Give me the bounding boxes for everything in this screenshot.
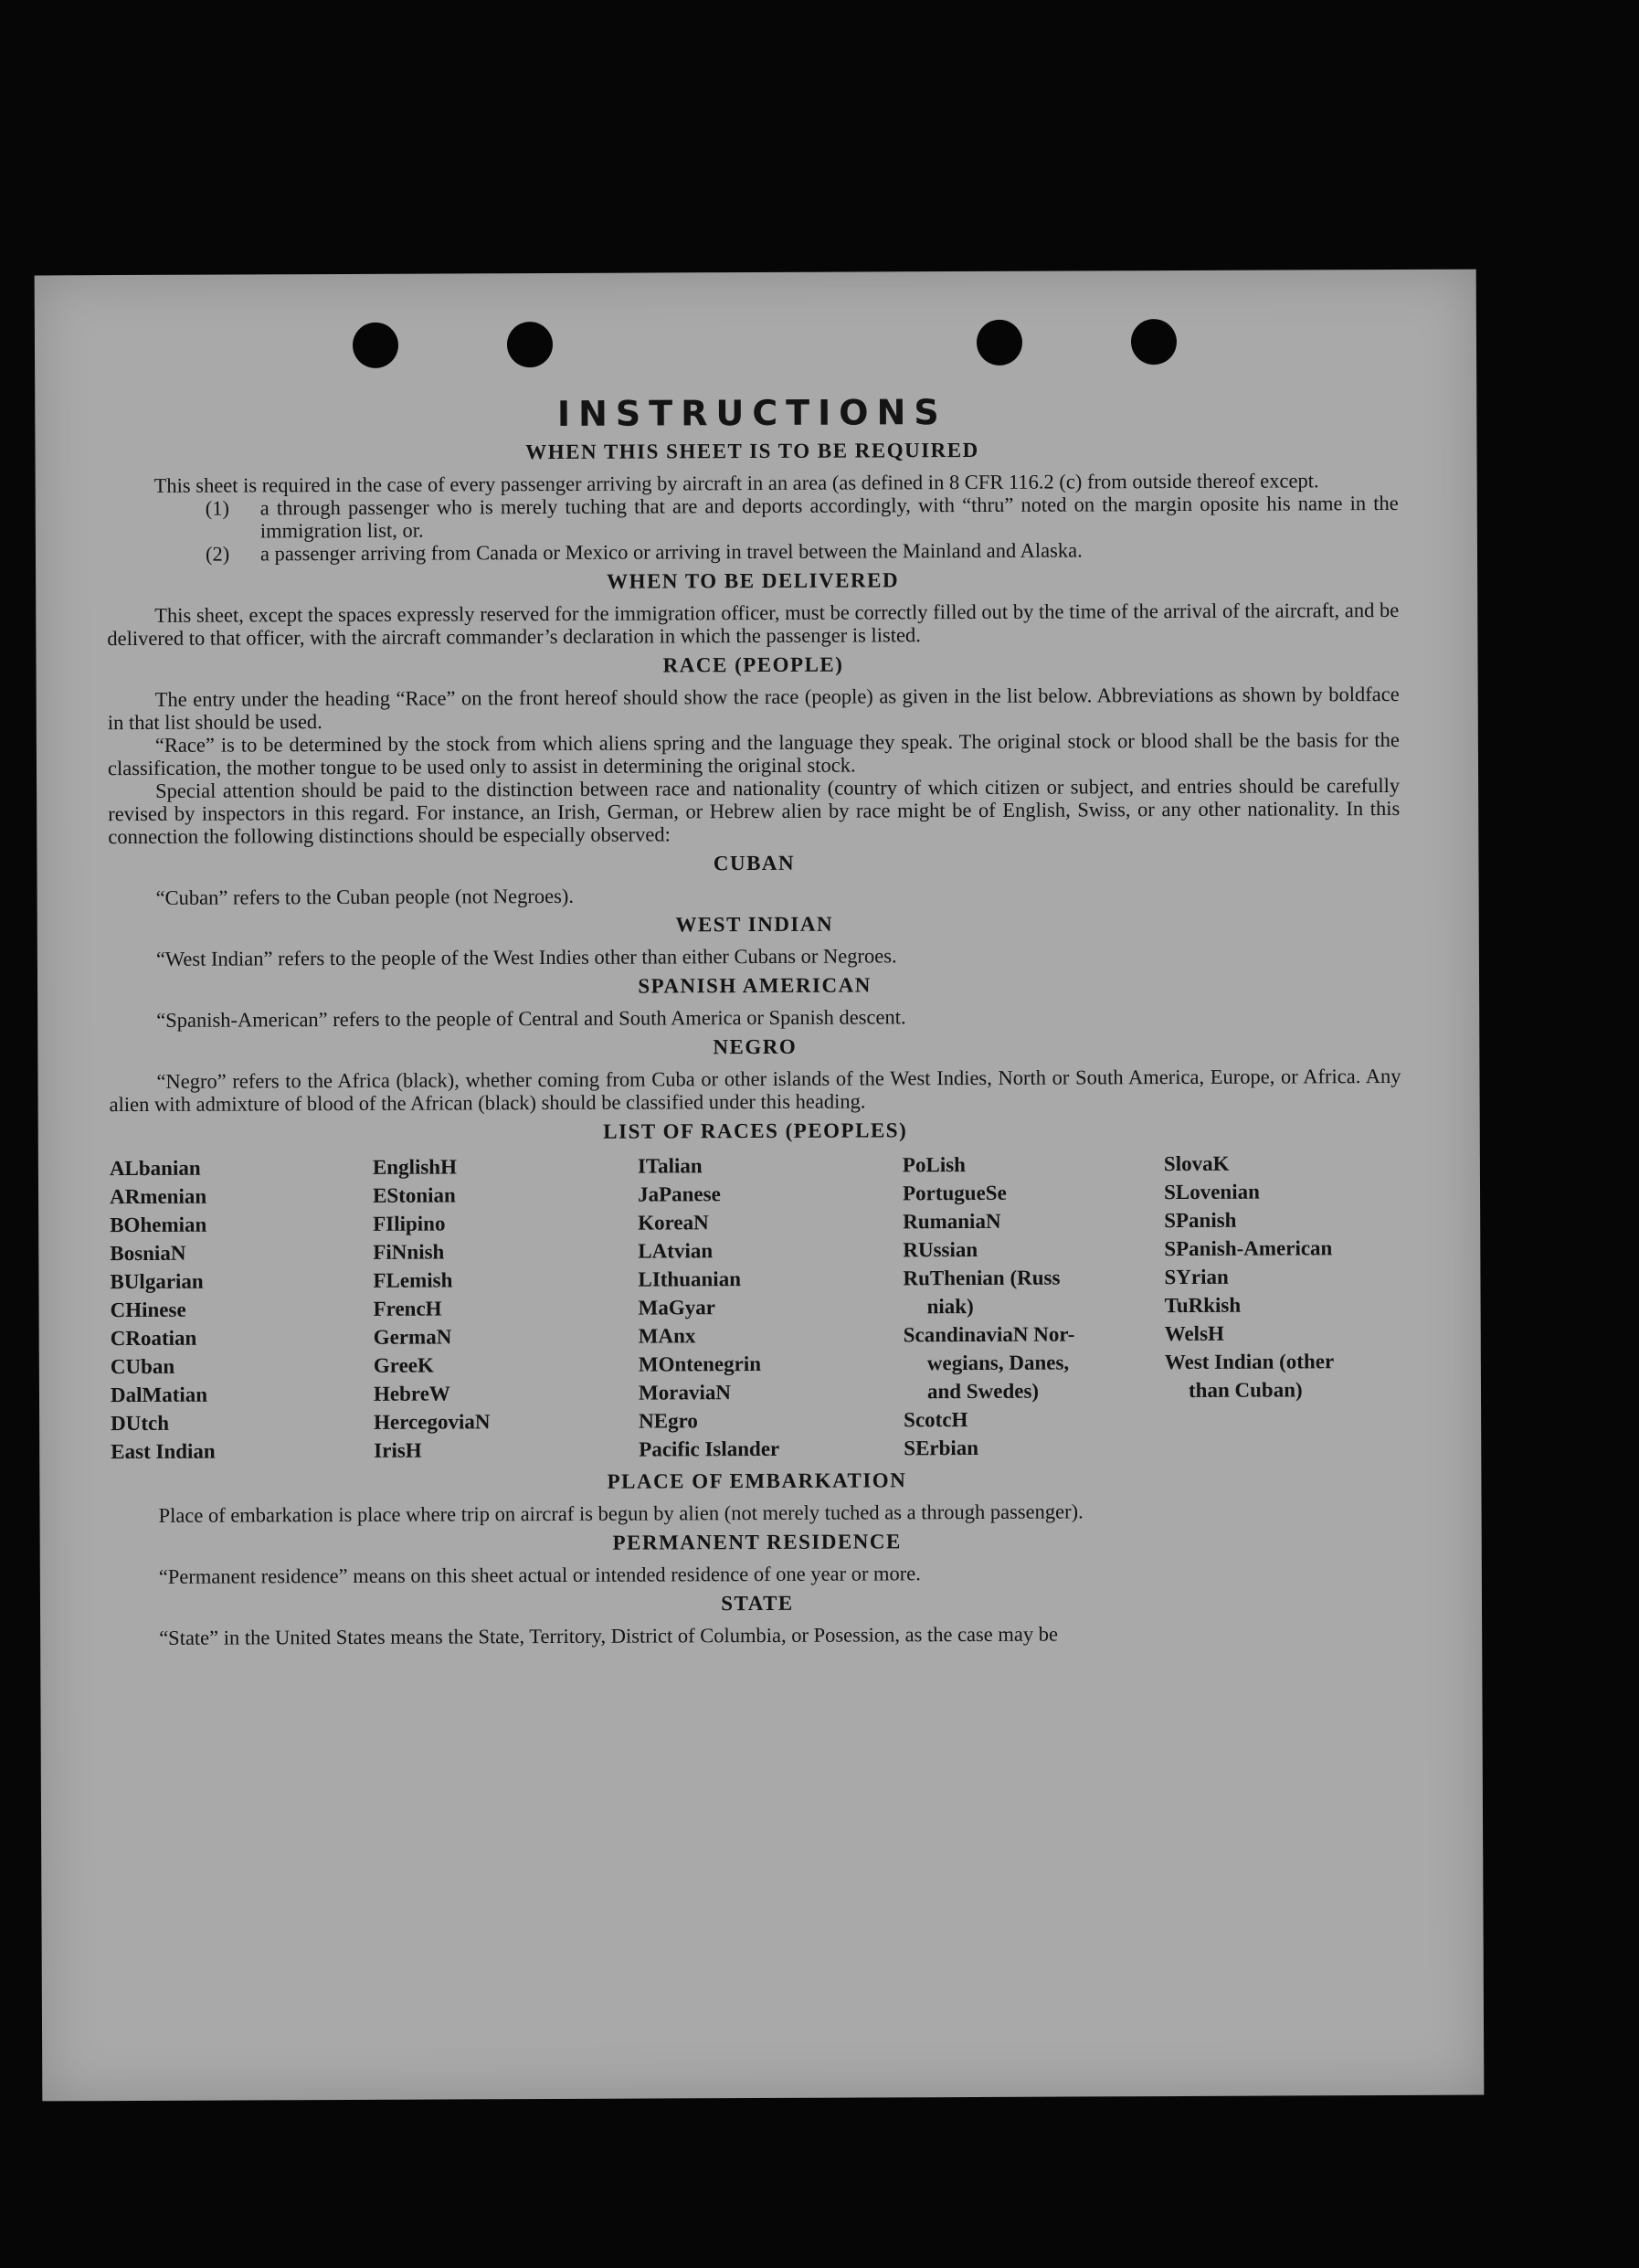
place-of-embarkation-text: Place of embarkation is place where trip on aircraf is begun by alien (not merely tuched as a through passenger). xyxy=(158,1500,1084,1527)
heading-spanish-american: SPANISH AMERICAN xyxy=(638,973,872,998)
when-delivered-text: This sheet, except the spaces expressly reserved for the immigration officer, must be correctly filled out by the time of the arrival of the aircraft, and be delivered to that officer, with the aircraft commander’s declaration in which the passenger is listed. xyxy=(107,598,1400,651)
race-entry: SlovaK xyxy=(1163,1151,1230,1176)
race-entry: SYrian xyxy=(1164,1265,1229,1289)
race-entry: West Indian (other xyxy=(1164,1350,1335,1374)
exception-item xyxy=(107,537,1399,566)
page-title: INSTRUCTIONS xyxy=(556,392,947,434)
race-entry: PoLish xyxy=(902,1153,966,1177)
race-entry: TuRkish xyxy=(1164,1293,1242,1318)
race-entry: ScandinaviaN Nor- xyxy=(903,1322,1075,1347)
race-entry: BosniaN xyxy=(110,1241,186,1266)
sheet-content xyxy=(106,390,1403,1649)
races-column xyxy=(903,1150,1165,1462)
race-entry: FiNnish xyxy=(373,1240,445,1264)
race-entry: RuThenian (Russ xyxy=(903,1266,1061,1290)
race-entry: MAnx xyxy=(638,1324,696,1348)
race-paragraph: “Race” is to be determined by the stock from which aliens spring and the language they speak. The original stock or blood shall be the basis for the classification, the mother tongue to be used only to assist in determining the original stock. xyxy=(107,727,1400,780)
race-entry: SPanish xyxy=(1164,1208,1237,1233)
heading-negro: NEGRO xyxy=(713,1034,798,1059)
race-entry: NEgro xyxy=(639,1409,698,1433)
when-required-intro: This sheet is required in the case of every passenger arriving by aircraft in an area (as defined in 8 CFR 116.2 (c) from outside thereof except. xyxy=(153,469,1319,497)
race-entry: GermaN xyxy=(373,1325,452,1349)
heading-when-delivered: WHEN TO BE DELIVERED xyxy=(607,568,900,593)
race-entry: ITalian xyxy=(637,1154,703,1178)
races-list xyxy=(110,1149,1402,1466)
race-entry: KoreaN xyxy=(638,1211,709,1235)
race-entry: BUlgarian xyxy=(110,1269,204,1294)
heading-place-of-embarkation: PLACE OF EMBARKATION xyxy=(607,1468,907,1493)
exception-number: (1) xyxy=(205,496,230,520)
race-entry-continuation: wegians, Danes, xyxy=(926,1351,1070,1375)
race-entry: FrencH xyxy=(373,1297,442,1320)
race-entry: WelsH xyxy=(1164,1321,1224,1346)
race-entry: IrisH xyxy=(374,1438,422,1462)
exception-number: (2) xyxy=(205,542,230,566)
exception-text: a passenger arriving from Canada or Mexico or arriving in travel between the Mainland and Alaska. xyxy=(259,538,1083,566)
race-entry: SErbian xyxy=(904,1436,979,1460)
race-entry: MaGyar xyxy=(638,1296,715,1319)
race-paragraph: Special attention should be paid to the distinction between race and nationality (country of which citizen or subject, and entries should be carefully revised by inspectors in this regard. For instance, an Irish, German, or Hebrew alien by race might be of English, Swiss, or any other nationality. In this connection the following distinctions should be especially observed: xyxy=(108,773,1401,849)
punch-hole xyxy=(507,322,553,367)
race-entry: MOntenegrin xyxy=(638,1351,762,1376)
heading-when-required: WHEN THIS SHEET IS TO BE REQUIRED xyxy=(525,438,979,464)
exception-text: a through passenger who is merely tuching that are and deports accordingly, with “thru” noted on the margin oposite his name in the immigration list, or. xyxy=(259,491,1399,543)
race-entry: PortugueSe xyxy=(902,1181,1007,1205)
heading-list-of-races: LIST OF RACES (PEOPLES) xyxy=(603,1118,908,1143)
race-entry: DUtch xyxy=(111,1411,170,1436)
punch-hole xyxy=(977,320,1022,366)
race-entry: FIlipino xyxy=(373,1212,446,1235)
race-entry: HercegoviaN xyxy=(374,1410,491,1434)
heading-west-indian: WEST INDIAN xyxy=(675,912,834,937)
negro-text: “Negro” refers to the Africa (black), whether coming from Cuba or other islands of the West Indies, North or South America, Europe, or Africa. Any alien with admixture of blood of the African (black) should be classified under this heading. xyxy=(109,1064,1401,1117)
races-column xyxy=(638,1150,904,1463)
race-paragraph: The entry under the heading “Race” on the front hereof should show the race (people) as given in the list below. Abbreviations as shown by boldface in that list should be used. xyxy=(107,682,1400,735)
heading-race: RACE (PEOPLE) xyxy=(662,652,844,677)
race-entry-continuation: niak) xyxy=(926,1294,974,1319)
race-entry: HebreW xyxy=(373,1382,450,1405)
race-entry: GreeK xyxy=(373,1353,434,1377)
permanent-residence-text: “Permanent residence” means on this sheet actual or intended residence of one year or more. xyxy=(158,1562,921,1588)
race-entry: CHinese xyxy=(110,1298,186,1322)
races-column xyxy=(373,1152,639,1465)
west-indian-text: “West Indian” refers to the people of the West Indies other than either Cubans or Negroes. xyxy=(155,944,897,970)
race-entry: SLovenian xyxy=(1163,1180,1260,1204)
race-entry: LIthuanian xyxy=(638,1267,742,1291)
heading-state: STATE xyxy=(721,1591,794,1616)
spanish-american-text: “Spanish-American” refers to the people of Central and South America or Spanish descent. xyxy=(156,1005,906,1032)
race-entry: SPanish-American xyxy=(1164,1236,1333,1261)
race-entry: East Indian xyxy=(111,1439,216,1464)
race-entry: EStonian xyxy=(372,1183,456,1207)
race-entry: Pacific Islander xyxy=(639,1436,780,1461)
heading-permanent-residence: PERMANENT RESIDENCE xyxy=(612,1530,902,1554)
cuban-text: “Cuban” refers to the Cuban people (not Negroes). xyxy=(155,884,575,909)
instruction-sheet xyxy=(35,270,1485,2102)
race-entry: ALbanian xyxy=(109,1156,201,1181)
race-entry: MoraviaN xyxy=(638,1381,731,1404)
race-entry: JaPanese xyxy=(637,1182,721,1206)
race-entry: DalMatian xyxy=(110,1383,208,1407)
race-entry: RUssian xyxy=(903,1237,978,1262)
race-entry-continuation: and Swedes) xyxy=(926,1379,1040,1404)
heading-cuban: CUBAN xyxy=(713,851,796,875)
punch-hole xyxy=(353,323,398,368)
exception-item xyxy=(107,492,1399,543)
race-entry: LAtvian xyxy=(638,1239,714,1263)
race-entry-continuation: than Cuban) xyxy=(1188,1378,1303,1402)
race-entry: EnglishH xyxy=(372,1155,458,1179)
races-column xyxy=(110,1153,374,1466)
race-entry: RumaniaN xyxy=(903,1209,1001,1234)
race-entry: ScotcH xyxy=(904,1408,968,1432)
punch-hole xyxy=(1131,319,1177,365)
state-text: “State” in the United States means the State, Territory, District of Columbia, or Posession, as the case may be xyxy=(159,1622,1059,1649)
race-entry: FLemish xyxy=(373,1268,453,1292)
race-entry: BOhemian xyxy=(110,1213,207,1237)
race-entry: CRoatian xyxy=(110,1326,197,1351)
race-entry: ARmenian xyxy=(109,1184,207,1209)
races-column xyxy=(1164,1149,1402,1461)
exception-list xyxy=(107,492,1399,566)
race-entry: CUban xyxy=(110,1354,175,1379)
